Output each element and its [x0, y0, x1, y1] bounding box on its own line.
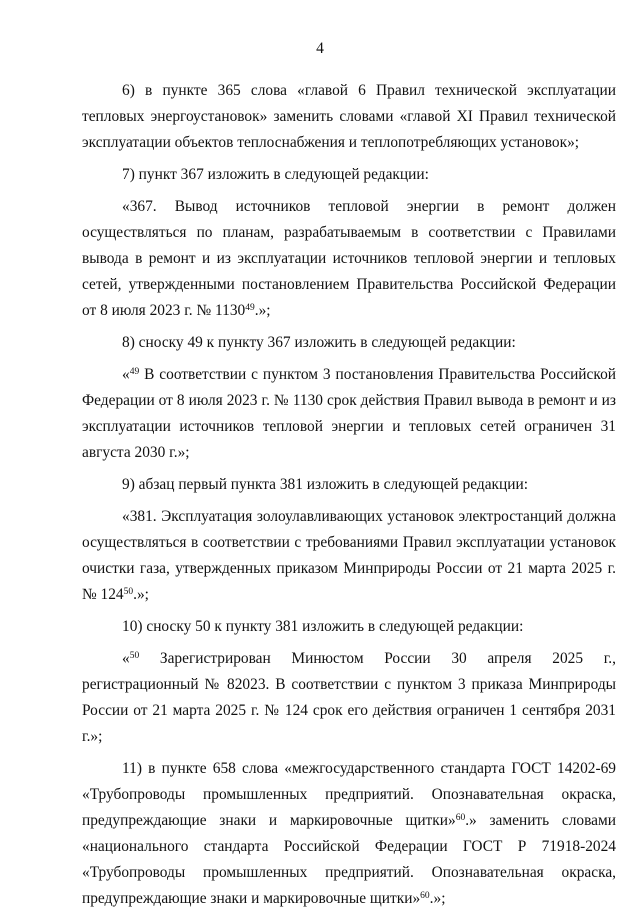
item-367-quote-end: .»;: [254, 302, 271, 319]
item-11-paragraph: [82, 756, 616, 912]
item-7-text: 7) пункт 367 изложить в следующей редакции:: [122, 166, 429, 183]
item-10-paragraph: [82, 614, 616, 640]
footnote-ref-60-new: 60: [420, 891, 430, 901]
item-8-text: 8) сноску 49 к пункту 367 изложить в следующей редакции:: [122, 334, 516, 351]
footnote-50-quote-paragraph: [82, 646, 616, 750]
footnote-ref-60-old: 60: [455, 813, 466, 823]
footnote-50-quote-text: Зарегистрирован Минюстом России 30 апреля 2025 г., регистрационный № 82023. В соответствии с пунктом 3 приказа Минприроды России от 21 марта 2025 г. № 124 срок его действия ограничен 1 сентября 2031 г.»;: [82, 650, 616, 745]
item-11-text-end: .»;: [429, 890, 446, 907]
footnote-50-quote-open: «: [122, 650, 130, 667]
item-7-paragraph: [82, 162, 616, 188]
page-number: 4: [316, 40, 324, 57]
item-367-quote-text: «367. Вывод источников тепловой энергии в ремонт должен осуществляться по планам, разрабатываемым в соответствии с Правилами вывода в ремонт и из эксплуатации источников тепловой энергии и тепловых сетей, утвержденными постановлением Правительства Российской Федерации от 8 июля 2023 г. № 1130: [82, 198, 616, 319]
item-381-quote-end: .»;: [133, 586, 149, 603]
item-11-text-start: 11) в пункте 658 слова «межгосударственного стандарта ГОСТ 14202-69 «Трубопроводы промышленных предприятий. Опознавательная окраска, предупреждающие знаки и маркировочные щитки»: [82, 760, 616, 829]
item-9-paragraph: [82, 472, 616, 498]
footnote-ref-49: 49: [245, 303, 255, 313]
item-381-quote-text: «381. Эксплуатация золоулавливающих установок электростанций должна осуществляться в соответствии с требованиями Правил эксплуатации установок очистки газа, утвержденных приказом Минприроды России от 21 марта 2025 г. № 124: [82, 508, 616, 603]
item-10-text: 10) сноску 50 к пункту 381 изложить в следующей редакции:: [122, 618, 524, 635]
item-367-quote-paragraph: [82, 194, 616, 324]
item-8-paragraph: [82, 330, 616, 356]
document-body: [82, 78, 616, 912]
footnote-ref-50: 50: [123, 587, 134, 597]
item-9-text: 9) абзац первый пункта 381 изложить в следующей редакции:: [122, 476, 529, 493]
item-6-text: 6) в пункте 365 слова «главой 6 Правил технической эксплуатации тепловых энергоустановок» заменить словами «главой XI Правил технической эксплуатации объектов теплоснабжения и теплопотребляющих установок»;: [82, 82, 616, 151]
item-6-paragraph: [82, 78, 616, 156]
footnote-49-quote-paragraph: [82, 362, 616, 466]
footnote-49-quote-open: «: [122, 366, 130, 383]
item-381-quote-paragraph: [82, 504, 616, 608]
footnote-mark-49: 49: [129, 367, 140, 377]
item-11-text-middle: .» заменить словами «национального стандарта Российской Федерации ГОСТ Р 71918-2024 «Трубопроводы промышленных предприятий. Опознавательная окраска, предупреждающие знаки и маркировочные щитки»: [82, 812, 616, 907]
footnote-49-quote-text: В соответствии с пунктом 3 постановления Правительства Российской Федерации от 8 июля 2023 г. № 1130 срок действия Правил вывода в ремонт и из эксплуатации источников тепловой энергии и тепловых сетей ограничен 31 августа 2030 г.»;: [82, 366, 616, 461]
footnote-mark-50: 50: [129, 651, 140, 661]
